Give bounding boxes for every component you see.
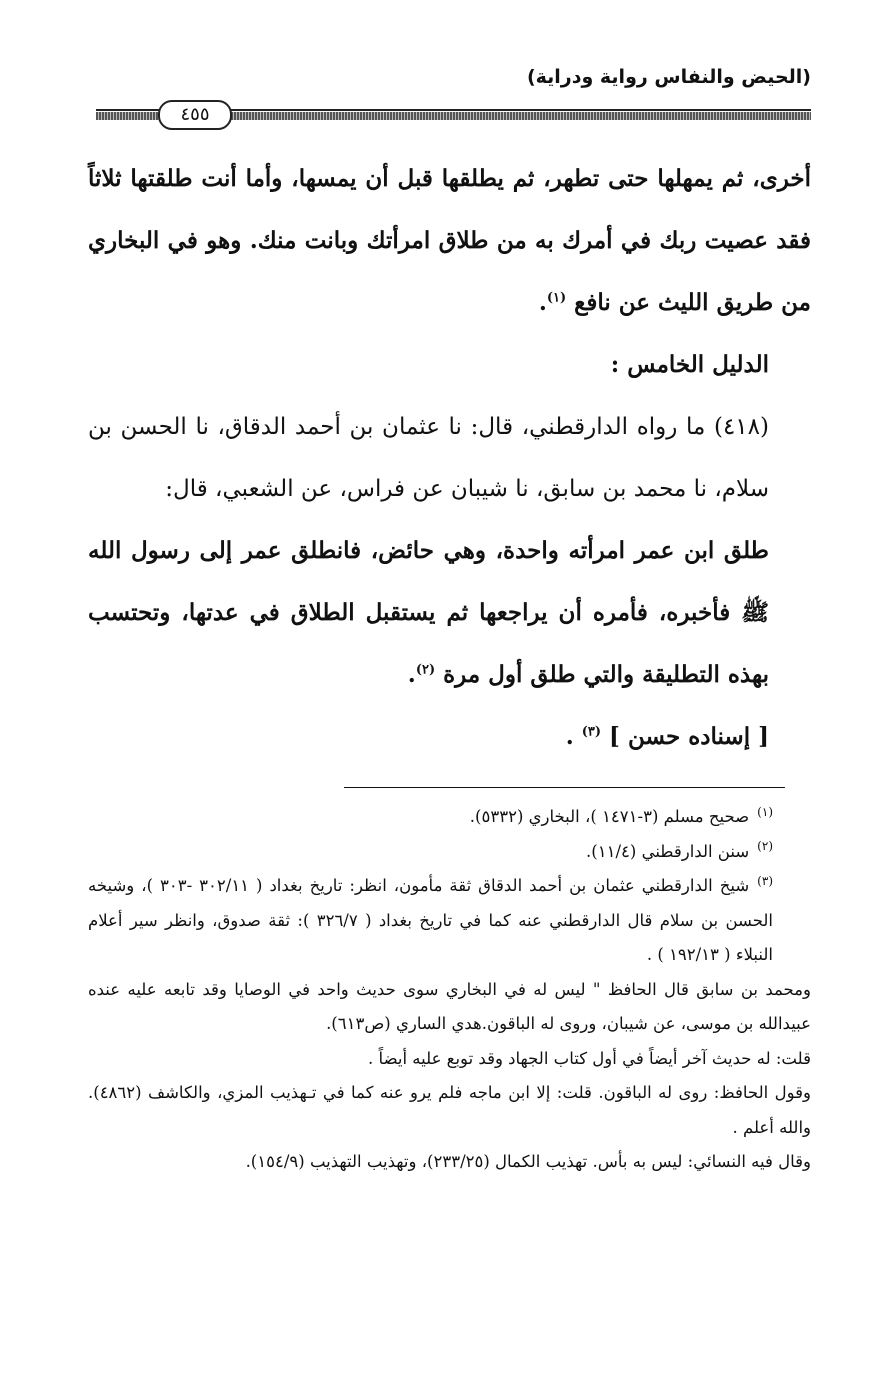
page-number: ٤٥٥ [158, 100, 232, 130]
hadith-matn [88, 520, 811, 706]
footnote-3 [88, 869, 811, 973]
main-text [88, 148, 811, 768]
grading [88, 706, 811, 768]
footnote-3-continued: وقال فيه النسائي: ليس به بأس. تهذيب الكمال (٢٣٣/٢٥)، وتهذيب التهذيب (١٥٤/٩). [245, 1152, 811, 1171]
grading-text: [ إسناده حسن ] [601, 723, 769, 750]
running-title: (الحيض والنفاس رواية ودراية) [526, 66, 811, 88]
footnote-ref[interactable]: (٢) [415, 662, 436, 678]
footnote-number: (٣) [757, 873, 773, 888]
footnote-3-continued: قلت: له حديث آخر أيضاً في أول كتاب الجهاد وقد توبع عليه أيضاً . [368, 1048, 811, 1068]
footnote-text: صحيح مسلم (٣-١٤٧١ )، البخاري (٥٣٣٢). [469, 807, 750, 826]
section-heading: الدليل الخامس : [610, 351, 769, 378]
footnote-separator [344, 787, 785, 788]
paragraph-end: . [565, 723, 582, 750]
hadith-isnad: (٤١٨) ما رواه الدارقطني، قال: نا عثمان بن أحمد الدقاق، نا الحسن بن سلام، نا محمد بن سابق، نا شيبان عن فراس، عن الشعبي، قال: [88, 414, 769, 502]
paragraph-text: وهو في البخاري من طريق الليث عن نافع [88, 227, 811, 316]
footnote-3-continued: ومحمد بن سابق قال الحافظ " ليس له في البخاري سوى حديث واحد في الوصايا وقد تابعه عليه عنده عبيدالله بن موسى، عن شيبان، وروى له الباقون.هدي الساري (ص٦١٣). [88, 979, 811, 1033]
footnote-2 [88, 835, 811, 870]
footnote-ref[interactable]: (٣) [581, 724, 602, 740]
footnote-3-continued: وقول الحافظ: روى له الباقون. قلت: إلا ابن ماجه فلم يرو عنه كما في تـهذيب المزي، والكاشف (٤٨٦٢). والله أعلم . [88, 1083, 811, 1137]
paragraph-text: أخرى، ثم يمهلها حتى تطهر، ثم يطلقها قبل أن يمسها، وأما أنت طلقتها ثلاثاً فقد عصيت ربك في أمرك به من طلاق امرأتك وبانت منك. [88, 165, 812, 254]
paragraph [88, 148, 811, 334]
hadith-text: طلق ابن عمر امرأته واحدة، وهي حائض، فانطلق عمر إلى رسول الله ﷺ فأخبره، فأمره أن يراجعها ثم يستقبل الطلاق في عدتها، وتحتسب بهذه التطليقة والتي طلق أول مرة [88, 537, 769, 688]
footnote-1 [88, 800, 811, 835]
footnote-text: شيخ الدارقطني عثمان بن أحمد الدقاق ثقة مأمون، انظر: تاريخ بغداد ( ٣٠٢/١١ -٣٠٣ )، وشيخه الحسن بن سلام قال الدارقطني عنه كما في تاريخ بغداد ( ٣٢٦/٧ ): ثقة صدوق، وانظر سير أعلام النبلاء ( ١٩٢/١٣ ) . [88, 876, 773, 964]
footnote-text: سنن الدارقطني (١١/٤). [586, 841, 750, 861]
footnotes [88, 800, 811, 1180]
footnote-ref[interactable]: (١) [546, 290, 567, 306]
paragraph-end: . [407, 661, 416, 688]
paragraph-end: . [538, 289, 547, 316]
footnote-number: (١) [757, 804, 773, 819]
footnote-number: (٢) [757, 839, 773, 853]
